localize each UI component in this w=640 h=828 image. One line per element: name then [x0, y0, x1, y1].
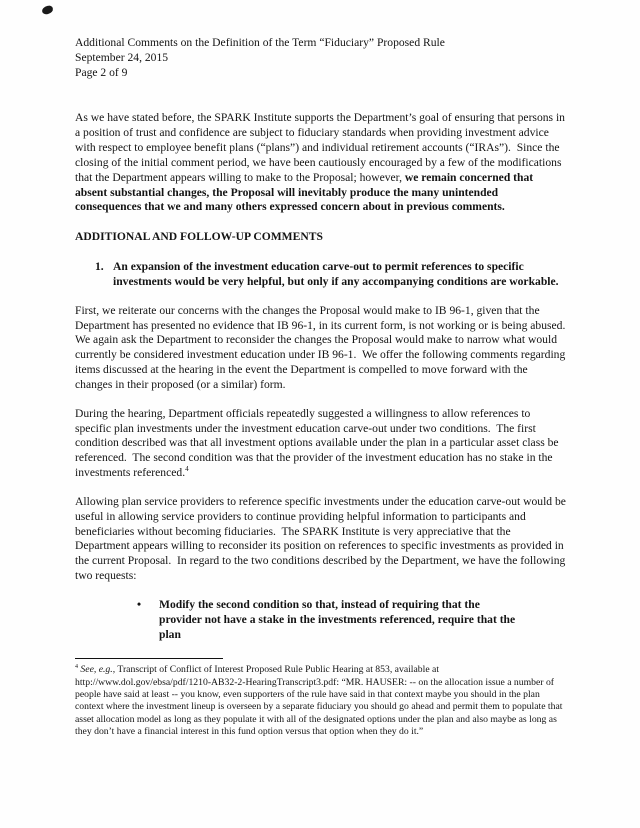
footnote-separator	[75, 658, 223, 659]
bullet-list-item-1	[75, 598, 566, 642]
bullet-item-text: Modify the second condition so that, instead of requiring that the provider not have a stake in the investments referenced, require that the plan	[159, 597, 516, 641]
footnote-number: 4	[75, 664, 78, 671]
section-heading: ADDITIONAL AND FOLLOW-UP COMMENTS	[75, 230, 323, 244]
paragraph-allowing: Allowing plan service providers to reference specific investments under the education carve-out would be useful in allowing service providers to continue providing helpful information to participants and beneficiaries without becoming fiduciaries. The SPARK Institute is very appreciative that the Department appears willing to reconsider its position on references to specific investments as provided in the current Proposal. In regard to the two conditions described by the Department, we have the following two requests:	[75, 494, 569, 583]
paragraph-hearing-text: During the hearing, Department officials repeatedly suggested a willingness to allow references to specific plan investments under the investment education carve-out under two conditions. The first condition described was that all investment options available under the plan in a particular asset class be referenced. The second condition was that the provider of the investment education has no stake in the investments referenced.	[75, 406, 562, 480]
paragraph-intro	[75, 111, 566, 215]
header-title: Additional Comments on the Definition of the Term “Fiduciary” Proposed Rule	[75, 36, 445, 49]
footnote-section	[75, 658, 566, 738]
header-page-number: Page 2 of 9	[75, 65, 128, 79]
numbered-list-item-1	[75, 260, 566, 290]
bullet-glyph: •	[137, 597, 142, 611]
list-item-text: An expansion of the investment education carve-out to permit references to specific investments would be very helpful, but only if any accompanying conditions are workable.	[113, 260, 559, 288]
list-item-number: 1.	[95, 260, 104, 274]
footnote-see-label: See, e.g.,	[78, 664, 116, 676]
header-date: September 24, 2015	[75, 50, 169, 64]
footnote-reference-4: 4	[185, 465, 189, 474]
scan-artifact-mark	[41, 5, 53, 15]
paragraph-ib961: First, we reiterate our concerns with the changes the Proposal would make to IB 96-1, given that the Department has presented no evidence that IB 96-1, in its current form, is not working or is being abused. We again ask the Department to reconsider the changes the Proposal would make to narrow what would currently be considered investment education under IB 96-1. We offer the following comments regarding items discussed at the hearing in the event the Department is compelled to move forward with the changes in their proposed (or a similar) form.	[75, 303, 571, 391]
document-body	[75, 111, 571, 642]
footnote-text: Transcript of Conflict of Interest Proposed Rule Public Hearing at 853, available at http://www.dol.gov/ebsa/pdf/1210-AB32-2-HearingTranscript3.pdf: “MR. HAUSER: -- on the allocation issue a number of people have said at least -- you know, even supporters of the rule have said in that context maybe you should in the plan context where the investment lineup is overseen by a separate fiduciary you should go ahead and permit them to populate that asset allocation model as long as they populate it with all of the designated options under the plan and also maybe as long as they don’t have a financial interest in this fund option versus that option when they do it.”	[75, 664, 565, 737]
paragraph-intro-bold: we remain concerned that absent substantial changes, the Proposal will inevitably produce the many unintended consequences that we and many others expressed concern about in previous comments.	[75, 170, 537, 214]
paragraph-hearing	[75, 407, 566, 481]
paragraph-intro-normal: As we have stated before, the SPARK Institute supports the Department’s goal of ensuring that persons in a position of trust and confidence are subject to fiduciary standards when providing investment advice with respect to employee benefit plans (“plans”) and individual retirement accounts (“IRAs”). Since the closing of the initial comment period, we have been cautiously encouraged by a few of the modifications that the Department appears willing to make to the Proposal; however,	[75, 111, 568, 184]
footnote-4	[75, 664, 566, 738]
document-header	[75, 36, 566, 80]
